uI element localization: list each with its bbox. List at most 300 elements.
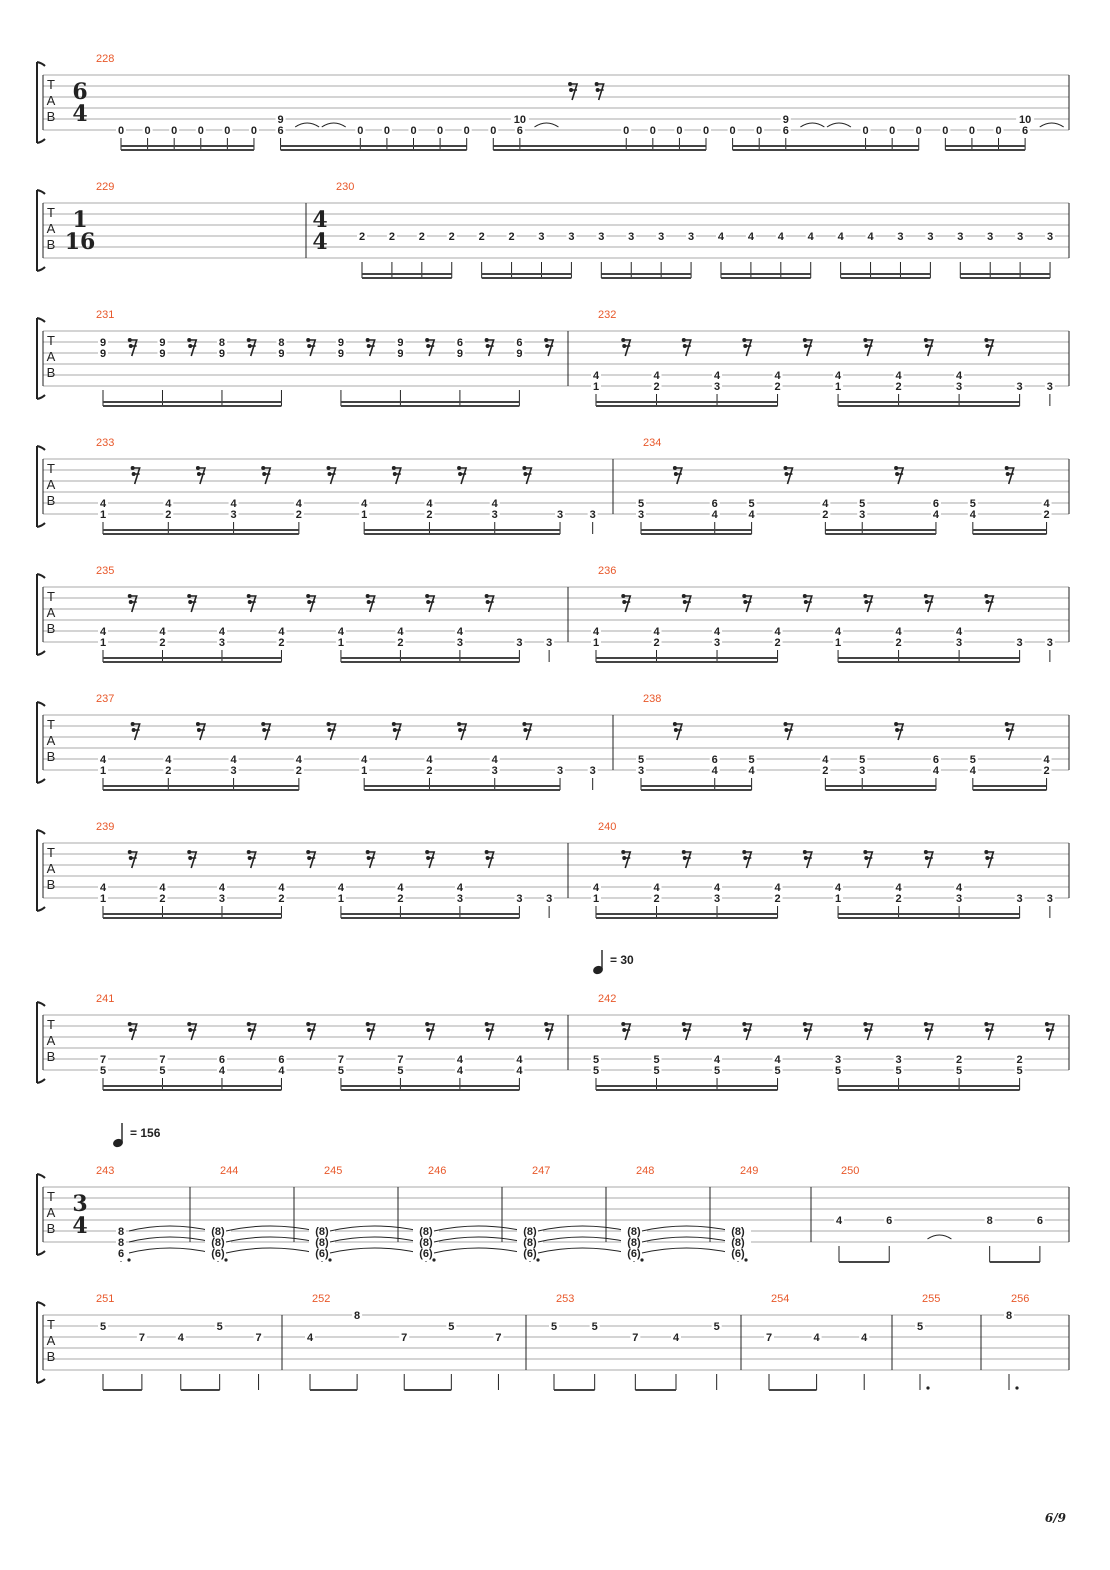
rest-dot xyxy=(924,850,928,854)
fret-number: (8) xyxy=(419,1237,433,1249)
fret-number: 0 xyxy=(490,125,497,137)
measure-number: 248 xyxy=(636,1165,655,1177)
fret-number: 2 xyxy=(822,509,829,521)
fret-number: 5 xyxy=(637,498,645,510)
fret-number: (8) xyxy=(523,1237,537,1249)
fret-number: 4 xyxy=(337,626,344,638)
fret-number: 6 xyxy=(117,1248,125,1260)
fret-number: 2 xyxy=(508,231,515,243)
rest-dot xyxy=(622,344,626,348)
fret-number: 2 xyxy=(159,893,166,905)
rest-dot xyxy=(803,338,807,342)
rest-dot xyxy=(248,600,252,604)
rest-dot xyxy=(1005,466,1009,470)
fret-number: 6 xyxy=(932,498,940,510)
measure-number: 247 xyxy=(532,1165,551,1177)
rest-dot xyxy=(307,856,311,860)
rest-dot xyxy=(803,1022,807,1026)
fret-number: 1 xyxy=(337,893,344,905)
fret-number: 8 xyxy=(354,1310,361,1322)
rest-dot xyxy=(683,600,687,604)
fret-number: 4 xyxy=(99,882,107,894)
rest-dot xyxy=(457,722,461,726)
fret-number: 3 xyxy=(658,231,665,243)
fret-number: 2 xyxy=(822,765,829,777)
fret-number: 10 xyxy=(1018,114,1032,126)
rest-dot xyxy=(306,594,310,598)
fret-number: 0 xyxy=(437,125,444,137)
rest-dot xyxy=(742,338,746,342)
rest-dot xyxy=(622,856,626,860)
rest-dot xyxy=(128,850,132,854)
rest-dot xyxy=(188,600,192,604)
rest-dot xyxy=(804,344,808,348)
system-bracket xyxy=(37,830,45,911)
system-bracket xyxy=(37,62,45,143)
time-signature-bottom: 4 xyxy=(312,229,328,255)
measure-number: 242 xyxy=(598,993,617,1005)
fret-number: 4 xyxy=(717,231,725,243)
measure-number: 249 xyxy=(740,1165,759,1177)
fret-number: 4 xyxy=(748,765,755,777)
tab-clef-letter: B xyxy=(46,1349,56,1364)
rest-dot xyxy=(132,472,136,476)
measure-number: 230 xyxy=(336,181,355,193)
rest-dot xyxy=(863,338,867,342)
fret-number: 4 xyxy=(177,1332,184,1344)
fret-number: 2 xyxy=(358,231,366,243)
tie-arc xyxy=(295,123,319,127)
fret-number: 3 xyxy=(713,637,721,649)
rest-dot xyxy=(425,850,429,854)
rest-dot xyxy=(197,728,201,732)
rest-dot xyxy=(743,600,747,604)
rest-dot xyxy=(247,594,251,598)
fret-number: 4 xyxy=(218,882,226,894)
fret-number: (8) xyxy=(315,1237,329,1249)
rest-dot xyxy=(864,600,868,604)
fret-number: 4 xyxy=(822,498,829,510)
fret-number: 4 xyxy=(516,1065,523,1077)
fret-number: (6) xyxy=(419,1248,433,1260)
rest-dot xyxy=(262,472,266,476)
fret-number: 7 xyxy=(495,1332,502,1344)
fret-number: 4 xyxy=(456,882,463,894)
fret-number: 4 xyxy=(165,754,172,766)
fret-number: 0 xyxy=(357,125,364,137)
system-bracket xyxy=(37,574,45,655)
fret-number: 3 xyxy=(688,231,695,243)
tab-clef-letter: T xyxy=(47,1189,55,1204)
fret-number: 4 xyxy=(713,1054,721,1066)
rest-dot xyxy=(307,344,311,348)
rest-dot xyxy=(673,722,677,726)
fret-number: 4 xyxy=(895,626,902,638)
fret-number: 5 xyxy=(99,1321,107,1333)
fret-number: 4 xyxy=(932,765,940,777)
fret-number: 0 xyxy=(649,125,656,137)
rest-dot xyxy=(367,600,371,604)
time-signature-top: 3 xyxy=(72,1191,88,1217)
rest-dot xyxy=(392,722,396,726)
fret-number: 6 xyxy=(782,125,789,137)
rest-dot xyxy=(783,466,787,470)
fret-number: 6 xyxy=(218,1054,226,1066)
fret-number: 4 xyxy=(426,498,433,510)
fret-number: 4 xyxy=(713,882,721,894)
fret-number: 5 xyxy=(969,754,976,766)
rest-dot xyxy=(742,594,746,598)
fret-number: 4 xyxy=(774,626,781,638)
rest-dot xyxy=(131,722,135,726)
fret-number: 2 xyxy=(653,637,660,649)
fret-number: 5 xyxy=(637,754,645,766)
fret-number: 5 xyxy=(916,1321,924,1333)
tie-arc xyxy=(322,123,346,127)
rest-dot xyxy=(924,338,928,342)
fret-number: 4 xyxy=(295,754,302,766)
augmentation-dot xyxy=(640,1258,643,1261)
fret-number: 1 xyxy=(361,509,368,521)
fret-number: 3 xyxy=(957,231,964,243)
fret-number: 9 xyxy=(397,348,404,360)
augmentation-dot xyxy=(1015,1386,1018,1389)
fret-number: (6) xyxy=(627,1248,641,1260)
fret-number: 0 xyxy=(756,125,763,137)
fret-number: 3 xyxy=(516,893,523,905)
rest-dot xyxy=(485,338,489,342)
fret-number: 4 xyxy=(165,498,172,510)
rest-dot xyxy=(925,344,929,348)
fret-number: 3 xyxy=(713,381,721,393)
tab-clef-letter: B xyxy=(46,1221,56,1236)
fret-number: 3 xyxy=(927,231,934,243)
rest-dot xyxy=(522,722,526,726)
fret-number: 4 xyxy=(895,882,902,894)
fret-number: 2 xyxy=(165,765,172,777)
fret-number: 1 xyxy=(835,381,842,393)
rest-dot xyxy=(187,1022,191,1026)
tie-arc xyxy=(330,1226,420,1231)
tie-arc xyxy=(827,123,851,127)
fret-number: 4 xyxy=(426,754,433,766)
fret-number: 4 xyxy=(895,370,902,382)
fret-number: 2 xyxy=(418,231,425,243)
rest-dot xyxy=(393,472,397,476)
rest-dot xyxy=(247,1022,251,1026)
fret-number: 5 xyxy=(748,754,755,766)
fret-number: 5 xyxy=(713,1321,720,1333)
fret-number: 0 xyxy=(676,125,683,137)
fret-number: 1 xyxy=(99,637,107,649)
fret-number: 4 xyxy=(491,754,498,766)
measure-number: 252 xyxy=(312,1293,331,1305)
fret-number: 5 xyxy=(592,1065,600,1077)
tempo-marking: = 156 xyxy=(130,1126,161,1140)
tie-arc xyxy=(538,1248,628,1253)
fret-number: 0 xyxy=(224,125,231,137)
fret-number: 2 xyxy=(388,231,395,243)
system-bracket xyxy=(37,702,45,783)
rest-dot xyxy=(128,594,132,598)
fret-number: (8) xyxy=(627,1226,641,1238)
rest-dot xyxy=(457,466,461,470)
rest-dot xyxy=(985,856,989,860)
measure-number: 237 xyxy=(96,693,115,705)
fret-number: (6) xyxy=(315,1248,329,1260)
rest-dot xyxy=(682,594,686,598)
fret-number: 1 xyxy=(99,765,107,777)
system-bracket xyxy=(37,1302,45,1383)
fret-number: 3 xyxy=(897,231,904,243)
fret-number: 4 xyxy=(159,882,166,894)
measure-number: 255 xyxy=(922,1293,941,1305)
rest-dot xyxy=(1045,1022,1049,1026)
fret-number: 3 xyxy=(956,893,963,905)
fret-number: 9 xyxy=(456,348,463,360)
fret-number: 7 xyxy=(632,1332,639,1344)
augmentation-dot xyxy=(127,1258,130,1261)
fret-number: 9 xyxy=(516,348,523,360)
fret-number: 5 xyxy=(748,498,755,510)
fret-number: 4 xyxy=(592,370,600,382)
fret-number: (6) xyxy=(523,1248,537,1260)
tab-clef-letter: A xyxy=(46,733,56,748)
fret-number: 4 xyxy=(653,882,660,894)
fret-number: 2 xyxy=(278,637,285,649)
fret-number: (8) xyxy=(627,1237,641,1249)
fret-number: 3 xyxy=(1017,231,1024,243)
fret-number: 4 xyxy=(278,1065,285,1077)
fret-number: 6 xyxy=(278,1054,285,1066)
fret-number: 1 xyxy=(99,893,107,905)
fret-number: 4 xyxy=(969,765,976,777)
rest-dot xyxy=(925,600,929,604)
tab-clef-letter: A xyxy=(46,1205,56,1220)
fret-number: 5 xyxy=(774,1065,781,1077)
fret-number: 3 xyxy=(956,637,963,649)
fret-number: 1 xyxy=(592,637,600,649)
rest-dot xyxy=(366,338,370,342)
fret-number: 6 xyxy=(516,337,523,349)
rest-dot xyxy=(197,472,201,476)
rest-dot xyxy=(621,338,625,342)
fret-number: 2 xyxy=(774,637,781,649)
fret-number: 0 xyxy=(862,125,869,137)
fret-number: 2 xyxy=(653,381,660,393)
rest-dot xyxy=(306,1022,310,1026)
fret-number: 4 xyxy=(99,626,107,638)
fret-number: 6 xyxy=(1036,1215,1043,1227)
measure-number: 228 xyxy=(96,53,115,65)
fret-number: 7 xyxy=(255,1332,262,1344)
fret-number: (6) xyxy=(731,1248,745,1260)
fret-number: 1 xyxy=(835,893,842,905)
tab-clef-letter: A xyxy=(46,1033,56,1048)
tab-clef-letter: T xyxy=(47,717,55,732)
rest-dot xyxy=(569,88,573,92)
fret-number: 7 xyxy=(159,1054,166,1066)
rest-dot xyxy=(925,1028,929,1032)
rest-dot xyxy=(523,728,527,732)
fret-number: 3 xyxy=(628,231,635,243)
fret-number: 2 xyxy=(397,893,404,905)
measure-number: 253 xyxy=(556,1293,575,1305)
measure-number: 243 xyxy=(96,1165,115,1177)
fret-number: 4 xyxy=(711,509,718,521)
fret-number: 4 xyxy=(295,498,302,510)
fret-number: 1 xyxy=(835,637,842,649)
rest-dot xyxy=(129,856,133,860)
fret-number: 0 xyxy=(383,125,390,137)
fret-number: 2 xyxy=(295,509,302,521)
fret-number: 7 xyxy=(99,1054,107,1066)
measure-number: 256 xyxy=(1011,1293,1030,1305)
fret-number: 3 xyxy=(516,637,523,649)
tab-clef-letter: B xyxy=(46,877,56,892)
fret-number: 4 xyxy=(491,498,498,510)
fret-number: 4 xyxy=(337,882,344,894)
rest-dot xyxy=(367,344,371,348)
rest-dot xyxy=(863,1022,867,1026)
fret-number: 5 xyxy=(99,1065,107,1077)
fret-number: 0 xyxy=(410,125,417,137)
rest-dot xyxy=(544,338,548,342)
rest-dot xyxy=(426,344,430,348)
rest-dot xyxy=(327,466,331,470)
rest-dot xyxy=(486,1028,490,1032)
fret-number: (6) xyxy=(211,1248,225,1260)
rest-dot xyxy=(425,594,429,598)
rest-dot xyxy=(392,466,396,470)
rest-dot xyxy=(425,338,429,342)
fret-number: 4 xyxy=(592,626,600,638)
fret-number: 4 xyxy=(306,1332,314,1344)
rest-dot xyxy=(863,594,867,598)
rest-dot xyxy=(129,1028,133,1032)
fret-number: 5 xyxy=(1016,1065,1023,1077)
page-number: 6/9 xyxy=(1044,1511,1066,1525)
fret-number: 1 xyxy=(361,765,368,777)
fret-number: (8) xyxy=(211,1237,225,1249)
rest-dot xyxy=(128,1022,132,1026)
rest-dot xyxy=(803,594,807,598)
rest-dot xyxy=(924,1022,928,1026)
time-signature-top: 4 xyxy=(312,207,328,233)
time-signature-bottom: 16 xyxy=(64,229,96,255)
fret-number: 4 xyxy=(807,231,814,243)
rest-dot xyxy=(622,1028,626,1032)
system-bracket xyxy=(37,1002,45,1083)
measure-number: 231 xyxy=(96,309,115,321)
tie-arc xyxy=(534,123,558,127)
fret-number: 9 xyxy=(277,114,284,126)
fret-number: 7 xyxy=(337,1054,344,1066)
rest-dot xyxy=(247,850,251,854)
rest-dot xyxy=(458,728,462,732)
fret-number: 6 xyxy=(886,1215,893,1227)
rest-dot xyxy=(743,856,747,860)
rest-dot xyxy=(674,472,678,476)
measure-number: 235 xyxy=(96,565,115,577)
fret-number: 4 xyxy=(835,1215,843,1227)
fret-number: 2 xyxy=(1043,509,1050,521)
rest-dot xyxy=(595,82,599,86)
rest-dot xyxy=(682,338,686,342)
fret-number: 4 xyxy=(956,882,963,894)
tab-clef-letter: B xyxy=(46,365,56,380)
rest-dot xyxy=(1046,1028,1050,1032)
fret-number: (8) xyxy=(731,1226,745,1238)
rest-dot xyxy=(328,472,332,476)
fret-number: 8 xyxy=(117,1226,125,1238)
rest-dot xyxy=(196,722,200,726)
tie-arc xyxy=(1040,123,1064,127)
rest-dot xyxy=(187,594,191,598)
rest-dot xyxy=(984,338,988,342)
rest-dot xyxy=(425,1022,429,1026)
fret-number: 2 xyxy=(1016,1054,1023,1066)
fret-number: 2 xyxy=(774,893,781,905)
rest-dot xyxy=(262,728,266,732)
fret-number: 3 xyxy=(230,765,237,777)
fret-number: 4 xyxy=(159,626,166,638)
rest-dot xyxy=(895,472,899,476)
system-bracket xyxy=(37,1174,45,1255)
fret-number: 5 xyxy=(713,1065,721,1077)
fret-number: 4 xyxy=(774,370,781,382)
rest-dot xyxy=(985,600,989,604)
tab-clef-letter: B xyxy=(46,109,56,124)
rest-dot xyxy=(188,1028,192,1032)
tab-clef-letter: T xyxy=(47,1017,55,1032)
fret-number: 8 xyxy=(278,337,285,349)
rest-dot xyxy=(863,850,867,854)
rest-dot xyxy=(131,466,135,470)
fret-number: 4 xyxy=(99,754,107,766)
fret-number: 4 xyxy=(361,754,368,766)
fret-number: 4 xyxy=(278,626,285,638)
rest-dot xyxy=(261,722,265,726)
fret-number: 2 xyxy=(895,893,902,905)
rest-dot xyxy=(1006,472,1010,476)
measure-number: 236 xyxy=(598,565,617,577)
fret-number: 2 xyxy=(774,381,781,393)
fret-number: 3 xyxy=(1046,637,1053,649)
rest-dot xyxy=(485,850,489,854)
tie-arc xyxy=(129,1237,212,1242)
tie-arc xyxy=(434,1237,524,1242)
rest-dot xyxy=(366,850,370,854)
rest-dot xyxy=(984,850,988,854)
fret-number: 4 xyxy=(835,626,842,638)
measure-number: 229 xyxy=(96,181,115,193)
tie-arc xyxy=(129,1226,212,1231)
rest-dot xyxy=(196,466,200,470)
fret-number: 1 xyxy=(99,509,107,521)
fret-number: (8) xyxy=(315,1226,329,1238)
rest-dot xyxy=(895,728,899,732)
tie-arc xyxy=(434,1226,524,1231)
fret-number: 0 xyxy=(144,125,151,137)
fret-number: 7 xyxy=(138,1332,145,1344)
fret-number: 9 xyxy=(99,337,107,349)
fret-number: 9 xyxy=(99,348,107,360)
fret-number: 3 xyxy=(546,893,553,905)
fret-number: 3 xyxy=(637,509,645,521)
fret-number: 4 xyxy=(835,370,842,382)
rest-dot xyxy=(784,728,788,732)
